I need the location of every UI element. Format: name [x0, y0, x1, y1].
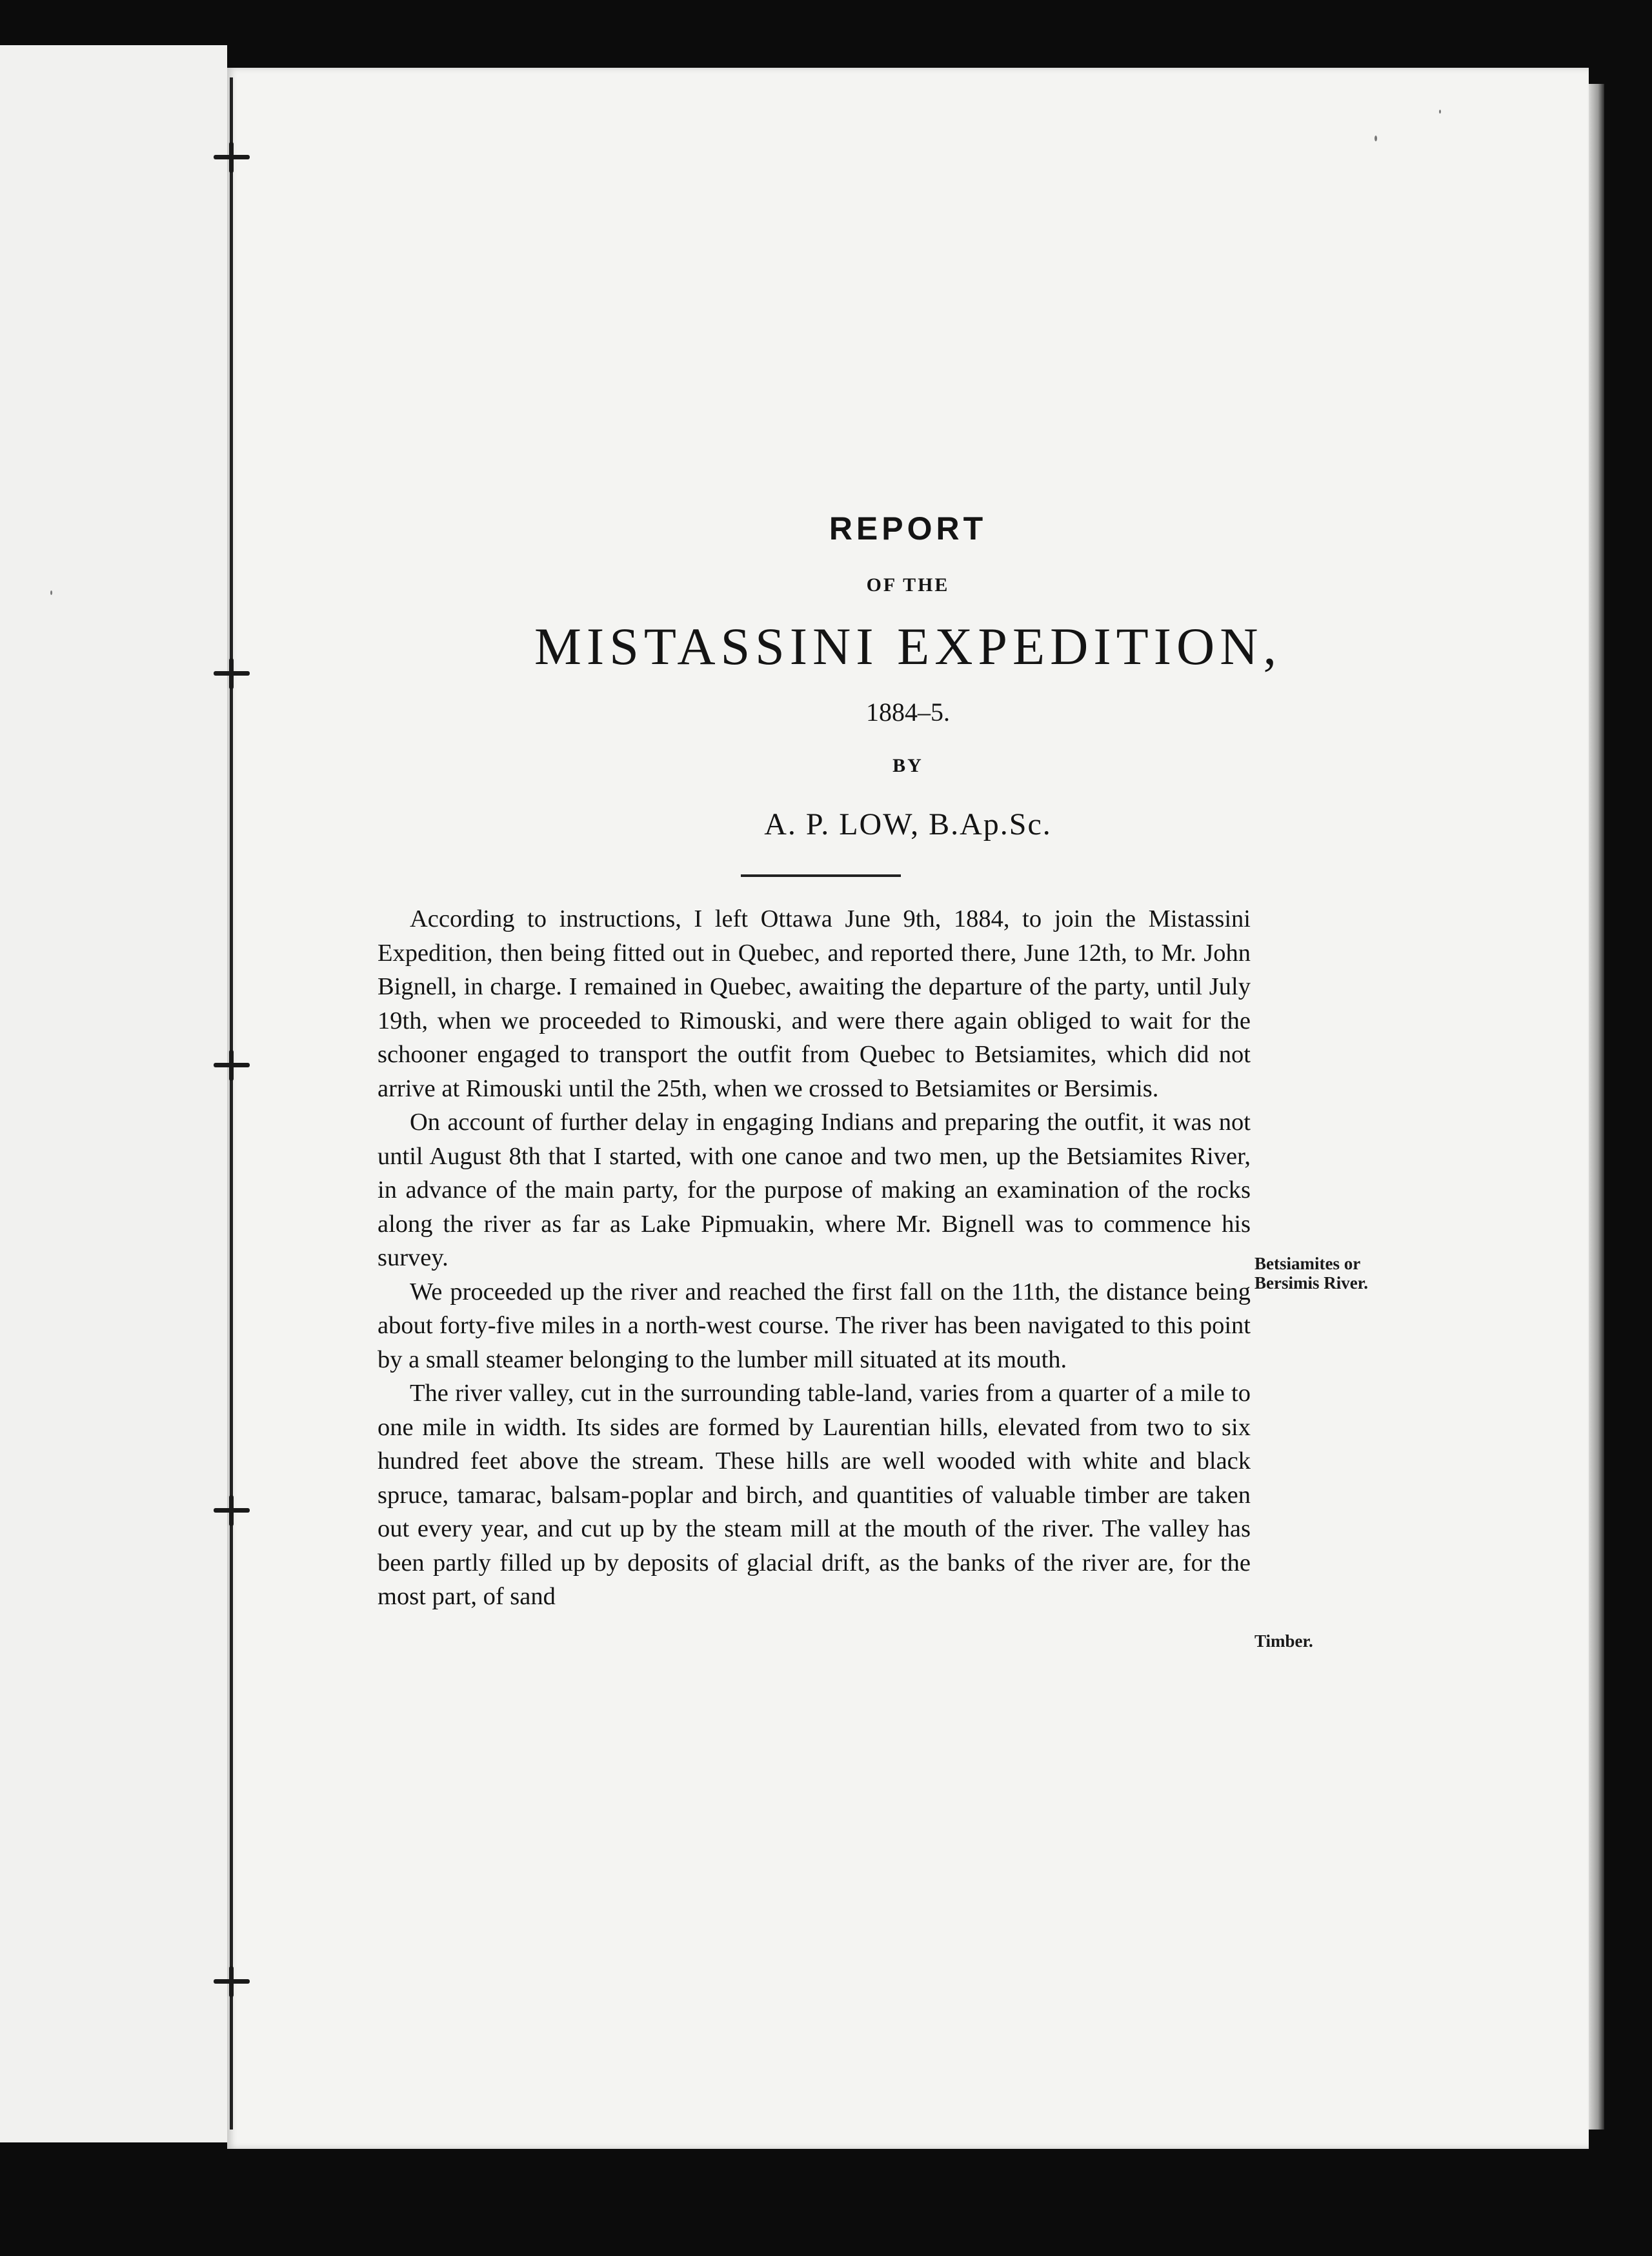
author-line: A. P. LOW, B.Ap.Sc.: [764, 807, 1052, 841]
binding-thread: [230, 77, 233, 2130]
paragraph: According to instructions, I left Ottawa June 9th, 1884, to join the Mistassini Expedition, then being fitted out in Quebec, and reported there, June 12th, to Mr. John Bignell, in charge. I remained in Quebec, awaiting the departure of the party, until July 19th, when we proceeded to Rimouski, and were there again obliged to wait for the schooner engaged to transport the outfit from Quebec to Betsiamites, which did not arrive at Rimouski until the 25th, when we crossed to Betsiamites or Bersimis.: [378, 905, 1251, 1102]
paper-speck: [1439, 110, 1441, 114]
binding-stitch: [214, 139, 250, 176]
paper-speck: [1375, 136, 1377, 141]
binding-stitch: [214, 1047, 250, 1083]
paragraph: On account of further delay in engaging Indians and preparing the outfit, it was not until August 8th that I started, with one canoe and two men, up the Betsiamites River, in advance of the main party, for the purpose of making an examination of the rocks along the river as far as Lake Pipmuakin, where Mr. Bignell was to commence his survey.: [378, 1109, 1251, 1271]
paragraph: We proceeded up the river and reached the first fall on the 11th, the distance being about forty-five miles in a north-west course. The river has been navigated to this point by a small steamer belonging to the lumber mill situated at its mouth.: [378, 1278, 1251, 1373]
binding-stitch: [214, 1964, 250, 2000]
page-title: MISTASSINI EXPEDITION,: [534, 617, 1282, 676]
margin-note-timber: Timber.: [1254, 1631, 1313, 1651]
report-body: [378, 902, 1251, 1614]
report-heading: REPORT: [829, 510, 987, 547]
margin-note-betsiamites: Betsiamites or Bersimis River.: [1254, 1254, 1368, 1293]
paragraph: The river valley, cut in the surrounding table-land, varies from a quarter of a mile to one mile in width. Its sides are formed by Laurentian hills, elevated from two to six hundred feet above the stream. These hills are well wooded with white and black spruce, tamarac, balsam-poplar and birch, and quantities of valuable timber are taken out every year, and cut up by the steam mill at the mouth of the river. The valley has been partly filled up by deposits of glacial drift, as the banks of the river are, for the most part, of sand: [378, 1380, 1251, 1610]
by-line: BY: [892, 755, 923, 776]
date-line: 1884–5.: [866, 698, 950, 727]
page-fore-edge: [1589, 84, 1604, 2130]
left-page-edge: [0, 45, 227, 2142]
of-the-line: OF THE: [866, 574, 950, 596]
binding-stitch: [214, 1493, 250, 1529]
title-divider: [741, 874, 901, 877]
paper-speck: [50, 590, 52, 595]
